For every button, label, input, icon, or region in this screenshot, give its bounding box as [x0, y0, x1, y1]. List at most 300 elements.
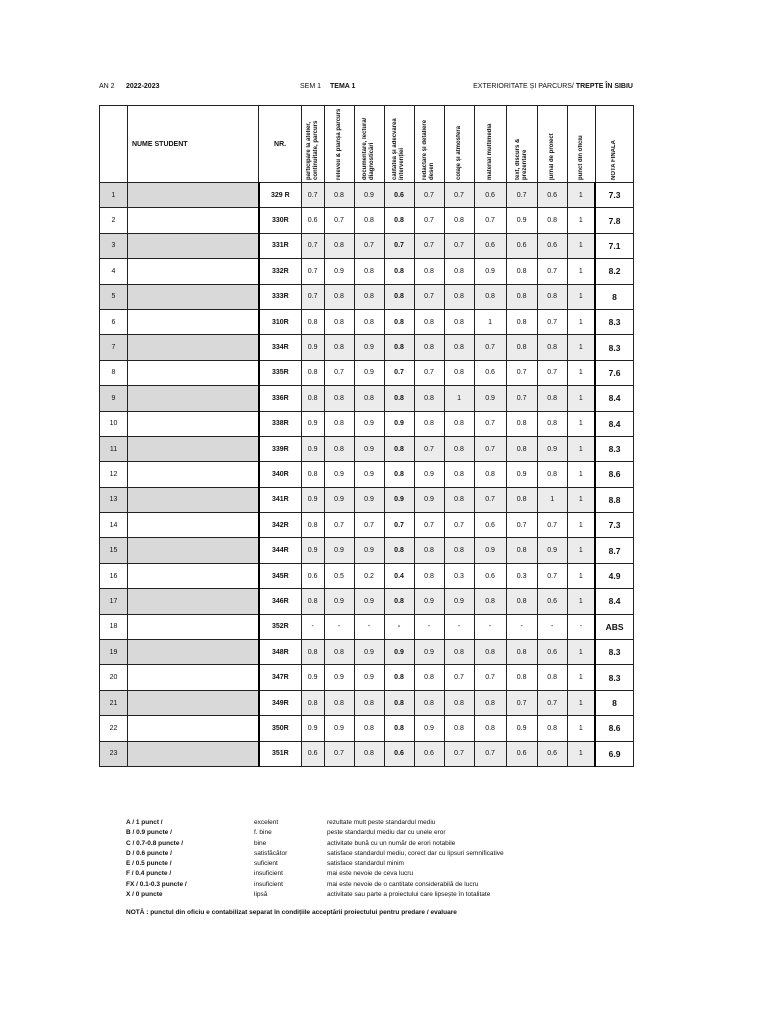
score-cell: 1 [567, 690, 595, 715]
row-index: 17 [100, 589, 128, 614]
final-grade: 7.6 [595, 360, 633, 385]
score-cell: 0.7 [474, 208, 506, 233]
final-grade: 8.7 [595, 538, 633, 563]
score-cell: 0.7 [444, 665, 474, 690]
final-grade: 8.3 [595, 335, 633, 360]
score-cell: 0.9 [354, 665, 384, 690]
score-cell: 0.8 [301, 462, 324, 487]
table-header-row [100, 106, 634, 183]
score-cell: 0.7 [301, 284, 324, 309]
final-grade: 4.9 [595, 563, 633, 588]
score-cell: 0.8 [414, 259, 444, 284]
score-cell: 0.8 [444, 309, 474, 334]
score-cell: 0.8 [384, 716, 414, 741]
student-nr: 339R [259, 436, 301, 461]
score-cell: - [414, 614, 444, 639]
legend-row [126, 869, 587, 879]
legend-level: satisfăcător [254, 849, 288, 857]
student-name-cell [127, 640, 258, 665]
score-cell: 1 [567, 360, 595, 385]
score-cell: 0.8 [301, 640, 324, 665]
score-cell: 0.8 [506, 411, 537, 436]
table-row [100, 411, 634, 436]
score-cell: 0.9 [384, 487, 414, 512]
legend-description: satisface standardul minim [327, 860, 404, 868]
student-name-cell [127, 538, 258, 563]
score-cell: 0.8 [474, 690, 506, 715]
score-cell: 0.9 [324, 462, 354, 487]
score-cell: 0.9 [444, 589, 474, 614]
legend-description: activitate sau parte a proiectului care lipsește în totalitate [327, 891, 491, 899]
score-cell: 0.7 [506, 183, 537, 208]
row-index: 13 [100, 487, 128, 512]
row-index: 22 [100, 716, 128, 741]
row-index: 15 [100, 538, 128, 563]
score-cell: 0.6 [301, 208, 324, 233]
final-grade: 8 [595, 690, 633, 715]
score-cell: 0.4 [384, 563, 414, 588]
score-cell: 0.8 [444, 640, 474, 665]
score-cell: 0.8 [506, 487, 537, 512]
table-body [100, 183, 634, 767]
score-cell: 0.6 [301, 741, 324, 766]
legend-description: activitate bună cu un număr de erori notabile [327, 839, 456, 847]
score-cell: 0.9 [354, 335, 384, 360]
row-index: 19 [100, 640, 128, 665]
header-final-grade: NOTA FINALĂ [595, 106, 633, 183]
score-cell: 0.9 [384, 640, 414, 665]
score-cell: 0.3 [444, 563, 474, 588]
score-cell: 0.8 [384, 538, 414, 563]
student-nr: 329 R [259, 183, 301, 208]
score-cell: 0.7 [384, 360, 414, 385]
row-index: 18 [100, 614, 128, 639]
score-cell: 0.8 [324, 335, 354, 360]
score-cell: 0.7 [414, 233, 444, 258]
score-cell: 0.9 [324, 665, 354, 690]
row-index: 10 [100, 411, 128, 436]
score-cell: - [324, 614, 354, 639]
score-cell: 0.8 [506, 284, 537, 309]
score-cell: 0.8 [474, 640, 506, 665]
score-cell: 0.9 [474, 259, 506, 284]
row-index: 14 [100, 513, 128, 538]
legend-description: mai este nevoie de ceva lucru [327, 870, 413, 878]
student-nr: 310R [259, 309, 301, 334]
legend-grade: E / 0.5 puncte / [126, 860, 172, 868]
score-cell: 0.7 [537, 690, 567, 715]
header-criterion-9: jurnal de proiect [537, 106, 567, 183]
score-cell: 0.8 [384, 309, 414, 334]
score-cell: 0.7 [444, 233, 474, 258]
score-cell: 0.9 [354, 360, 384, 385]
score-cell: 0.8 [474, 284, 506, 309]
legend-grade: D / 0.6 puncte / [126, 849, 172, 857]
score-cell: 0.7 [414, 513, 444, 538]
table-row [100, 386, 634, 411]
score-cell: 1 [567, 665, 595, 690]
score-cell: 0.8 [354, 208, 384, 233]
score-cell: 0.2 [354, 563, 384, 588]
score-cell: 0.6 [301, 563, 324, 588]
legend-grade: F / 0.4 puncte / [126, 870, 172, 878]
score-cell: 0.8 [506, 538, 537, 563]
table-row [100, 614, 634, 639]
student-nr: 347R [259, 665, 301, 690]
score-cell: 0.8 [444, 487, 474, 512]
student-name-cell [127, 309, 258, 334]
legend-description: rezultate mult peste standardul mediu [327, 819, 436, 826]
score-cell: 0.8 [384, 436, 414, 461]
table-row [100, 183, 634, 208]
table-row [100, 716, 634, 741]
score-cell: 0.7 [384, 513, 414, 538]
score-cell: 1 [567, 284, 595, 309]
score-cell: 0.7 [537, 360, 567, 385]
student-nr: 341R [259, 487, 301, 512]
score-cell: 0.8 [537, 665, 567, 690]
legend-row [126, 818, 587, 828]
score-cell: 0.9 [414, 462, 444, 487]
header-criterion-10: punct din oficiu [567, 106, 595, 183]
score-cell: 1 [567, 487, 595, 512]
final-grade: 8.4 [595, 386, 633, 411]
score-cell: 0.5 [324, 563, 354, 588]
table-row [100, 538, 634, 563]
student-nr: 350R [259, 716, 301, 741]
final-grade: 8.4 [595, 411, 633, 436]
score-cell: 0.8 [324, 284, 354, 309]
student-name-cell [127, 259, 258, 284]
final-grade: 8.2 [595, 259, 633, 284]
score-cell: 0.8 [444, 259, 474, 284]
score-cell: 0.9 [301, 411, 324, 436]
score-cell: 0.9 [537, 538, 567, 563]
score-cell: 0.9 [354, 183, 384, 208]
legend-description: satisface standardul mediu, corect dar cu lipsuri semnificative [327, 849, 504, 857]
score-cell: 0.9 [354, 589, 384, 614]
score-cell: 0.8 [444, 436, 474, 461]
score-cell: 0.9 [354, 487, 384, 512]
score-cell: 0.3 [506, 563, 537, 588]
score-cell: 0.7 [537, 309, 567, 334]
score-cell: 0.8 [444, 335, 474, 360]
score-cell: 0.8 [414, 563, 444, 588]
score-cell: 0.8 [354, 716, 384, 741]
score-cell: 0.7 [474, 335, 506, 360]
legend-row [126, 880, 587, 890]
score-cell: 0.8 [324, 386, 354, 411]
score-cell: 0.7 [537, 563, 567, 588]
student-name-cell [127, 563, 258, 588]
final-grade: 7.1 [595, 233, 633, 258]
score-cell: 1 [567, 462, 595, 487]
score-cell: 0.7 [444, 741, 474, 766]
student-name-cell [127, 462, 258, 487]
row-index: 7 [100, 335, 128, 360]
row-index: 16 [100, 563, 128, 588]
header-nr: NR. [259, 106, 301, 183]
row-index: 2 [100, 208, 128, 233]
score-cell: 1 [567, 259, 595, 284]
score-cell: 0.7 [354, 233, 384, 258]
legend-grade: FX / 0.1-0.3 puncte / [126, 880, 187, 888]
table-row [100, 563, 634, 588]
table-row [100, 335, 634, 360]
score-cell: 0.7 [301, 233, 324, 258]
score-cell: 0.7 [474, 487, 506, 512]
score-cell: 0.8 [506, 665, 537, 690]
legend-level: lipsă [254, 891, 268, 899]
table-row [100, 513, 634, 538]
score-cell: - [444, 614, 474, 639]
score-cell: 0.7 [474, 741, 506, 766]
student-name-cell [127, 589, 258, 614]
student-name-cell [127, 233, 258, 258]
score-cell: 0.7 [444, 513, 474, 538]
score-cell: 0.8 [414, 665, 444, 690]
score-cell: 0.8 [324, 411, 354, 436]
final-grade: 8 [595, 284, 633, 309]
score-cell: 1 [567, 589, 595, 614]
student-name-cell [127, 513, 258, 538]
score-cell: 0.8 [506, 335, 537, 360]
score-cell: 0.7 [324, 208, 354, 233]
student-nr: 346R [259, 589, 301, 614]
score-cell: 0.7 [324, 360, 354, 385]
score-cell: 0.9 [414, 487, 444, 512]
score-cell: 0.8 [301, 360, 324, 385]
final-grade: 8.6 [595, 716, 633, 741]
score-cell: 0.8 [354, 309, 384, 334]
final-grade: 8.3 [595, 309, 633, 334]
row-index: 23 [100, 741, 128, 766]
score-cell: 0.8 [301, 309, 324, 334]
score-cell: 0.8 [324, 690, 354, 715]
score-cell: 0.8 [414, 309, 444, 334]
score-cell: 0.8 [474, 716, 506, 741]
legend-level: suficient [254, 860, 278, 868]
score-cell: 0.8 [354, 386, 384, 411]
score-cell: 0.8 [537, 284, 567, 309]
score-cell: 0.8 [414, 538, 444, 563]
header-criterion-7: material multimedia [474, 106, 506, 183]
score-cell: 0.8 [301, 513, 324, 538]
score-cell: 0.7 [414, 183, 444, 208]
student-nr: 340R [259, 462, 301, 487]
table-row [100, 233, 634, 258]
student-name-cell [127, 360, 258, 385]
legend-description: peste standardul mediu dar cu unele eror [327, 829, 446, 837]
score-cell: 0.6 [384, 741, 414, 766]
legend-grade: X / 0 puncte [126, 891, 163, 899]
header-sem: SEM 1 [300, 83, 322, 90]
student-nr: 338R [259, 411, 301, 436]
student-name-cell [127, 487, 258, 512]
score-cell: 1 [567, 208, 595, 233]
score-cell: 1 [474, 309, 506, 334]
score-cell: 0.8 [324, 436, 354, 461]
table-row [100, 690, 634, 715]
legend-grade: B / 0.9 puncte / [126, 829, 172, 837]
score-cell: 0.8 [506, 589, 537, 614]
score-cell: 0.9 [354, 436, 384, 461]
student-name-cell [127, 183, 258, 208]
score-cell: 0.8 [354, 259, 384, 284]
score-cell: - [506, 614, 537, 639]
score-cell: 0.8 [324, 183, 354, 208]
table-row [100, 487, 634, 512]
score-cell: 0.8 [301, 690, 324, 715]
row-index: 1 [100, 183, 128, 208]
student-nr: 351R [259, 741, 301, 766]
score-cell: 0.9 [506, 462, 537, 487]
student-nr: 342R [259, 513, 301, 538]
score-cell: 1 [537, 487, 567, 512]
score-cell: 0.7 [537, 259, 567, 284]
student-nr: 332R [259, 259, 301, 284]
score-cell: 0.8 [414, 411, 444, 436]
legend-grade: A / 1 punct / [126, 819, 163, 826]
score-cell: 0.6 [537, 589, 567, 614]
student-nr: 352R [259, 614, 301, 639]
header-an: AN 2 [99, 83, 115, 90]
score-cell: 1 [444, 386, 474, 411]
table-row [100, 208, 634, 233]
row-index: 12 [100, 462, 128, 487]
score-cell: 0.8 [444, 716, 474, 741]
score-cell: 0.6 [537, 741, 567, 766]
final-grade: ABS [595, 614, 633, 639]
score-cell: 0.8 [537, 716, 567, 741]
score-cell: 1 [567, 563, 595, 588]
student-nr: 344R [259, 538, 301, 563]
score-cell: 0.8 [444, 411, 474, 436]
score-cell: 0.7 [537, 513, 567, 538]
score-cell: - [301, 614, 324, 639]
score-cell: 0.8 [384, 284, 414, 309]
row-index: 5 [100, 284, 128, 309]
legend-row [126, 890, 587, 900]
score-cell: 0.6 [537, 640, 567, 665]
table-row [100, 284, 634, 309]
row-index: 3 [100, 233, 128, 258]
score-cell: 0.7 [506, 690, 537, 715]
student-nr: 330R [259, 208, 301, 233]
final-grade: 8.4 [595, 589, 633, 614]
score-cell: 0.9 [474, 538, 506, 563]
table-row [100, 259, 634, 284]
score-cell: - [537, 614, 567, 639]
score-cell: 0.7 [324, 513, 354, 538]
score-cell: 1 [567, 513, 595, 538]
score-cell: 1 [567, 640, 595, 665]
score-cell: 0.8 [384, 259, 414, 284]
score-cell: 1 [567, 741, 595, 766]
score-cell: - [354, 614, 384, 639]
score-cell: 1 [567, 335, 595, 360]
student-nr: 345R [259, 563, 301, 588]
score-cell: 1 [567, 436, 595, 461]
legend-level: f. bine [254, 829, 272, 837]
score-cell: 0.8 [384, 386, 414, 411]
nota-footnote: NOTĂ : punctul din oficiu e contabilizat separat în condițiile acceptării proiectului pentru predare / evaluare [126, 909, 457, 916]
student-name-cell [127, 335, 258, 360]
student-name-cell [127, 690, 258, 715]
header-criterion-5: redactare și detaliere desen [414, 106, 444, 183]
score-cell: 1 [567, 716, 595, 741]
score-cell: 0.8 [506, 436, 537, 461]
score-cell: 0.9 [414, 589, 444, 614]
score-cell: 0.8 [354, 741, 384, 766]
score-cell: 0.6 [384, 183, 414, 208]
table-row [100, 309, 634, 334]
score-cell: 0.7 [474, 411, 506, 436]
student-name-cell [127, 665, 258, 690]
score-cell: 0.9 [506, 716, 537, 741]
student-nr: 335R [259, 360, 301, 385]
score-cell: 0.9 [324, 589, 354, 614]
score-cell: 0.7 [506, 513, 537, 538]
header-tema: TEMA 1 [330, 83, 356, 90]
score-cell: 0.9 [301, 487, 324, 512]
score-cell: 0.9 [354, 640, 384, 665]
score-cell: 0.8 [444, 538, 474, 563]
legend-level: excelent [254, 819, 279, 826]
header-student-name: NUME STUDENT [127, 106, 258, 183]
student-nr: 333R [259, 284, 301, 309]
score-cell: 0.8 [537, 208, 567, 233]
legend-row [126, 839, 587, 849]
score-cell: 0.6 [474, 513, 506, 538]
score-cell: 0.8 [384, 690, 414, 715]
legend-description: mai este nevoie de o cantitate considerabilă de lucru [327, 880, 479, 888]
score-cell: 0.7 [354, 513, 384, 538]
score-cell: 0.8 [384, 589, 414, 614]
header-criterion-1: participare la atelier, continuitate, parcurs [301, 106, 324, 183]
grades-table [99, 105, 634, 767]
table-row [100, 436, 634, 461]
score-cell: 0.7 [444, 183, 474, 208]
score-cell: 0.6 [474, 563, 506, 588]
score-cell: 0.6 [537, 233, 567, 258]
score-cell: 0.9 [354, 462, 384, 487]
legend-level: bine [254, 839, 267, 847]
score-cell: 0.7 [414, 208, 444, 233]
score-cell: 0.9 [506, 208, 537, 233]
score-cell: 0.8 [301, 589, 324, 614]
table-row [100, 665, 634, 690]
row-index: 4 [100, 259, 128, 284]
score-cell: 0.9 [354, 411, 384, 436]
score-cell: 0.8 [384, 208, 414, 233]
header-criterion-4: calitatea și adecvarea intervenției [384, 106, 414, 183]
score-cell: 0.9 [301, 716, 324, 741]
score-cell: 0.7 [414, 360, 444, 385]
legend-row [126, 849, 587, 859]
row-index: 21 [100, 690, 128, 715]
student-name-cell [127, 614, 258, 639]
score-cell: 0.7 [414, 284, 444, 309]
header-year: 2022-2023 [126, 83, 160, 90]
final-grade: 8.3 [595, 640, 633, 665]
score-cell: 0.7 [506, 386, 537, 411]
score-cell: 0.8 [354, 284, 384, 309]
final-grade: 8.8 [595, 487, 633, 512]
score-cell: 0.7 [506, 360, 537, 385]
score-cell: 0.7 [301, 183, 324, 208]
score-cell: 0.6 [506, 233, 537, 258]
